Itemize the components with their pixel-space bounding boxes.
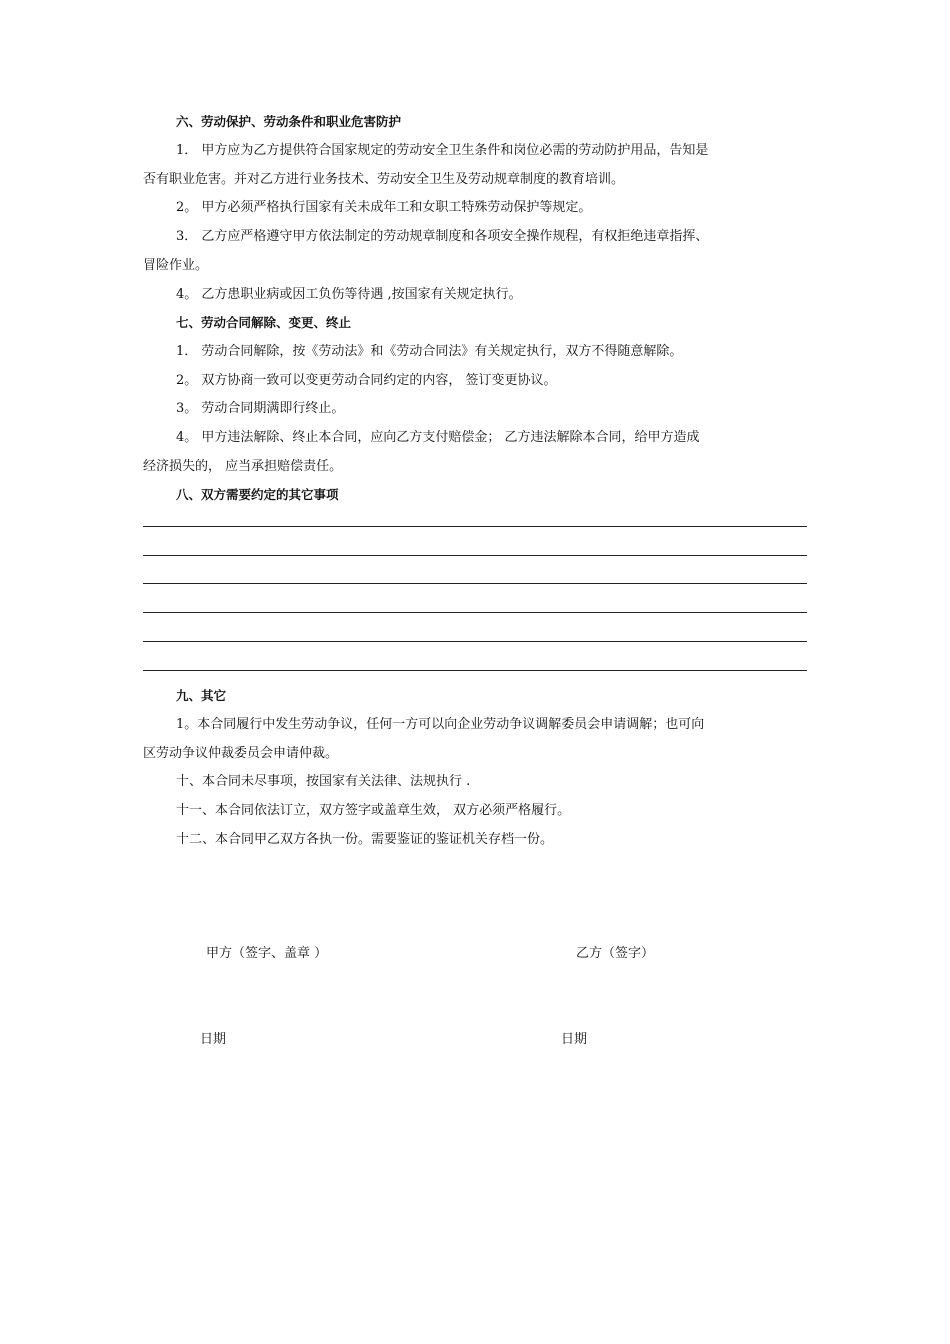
section-8-heading: 八、双方需要约定的其它事项 — [176, 487, 339, 502]
section-9-heading: 九、其它 — [176, 688, 227, 703]
section-7-clause-4-line-1: 4。 甲方违法解除、终止本合同，应向乙方支付赔偿金； 乙方违法解除本合同，给甲方造成 — [176, 430, 700, 445]
blank-line-6 — [143, 670, 807, 671]
section-7-clause-4-line-2: 经济损失的， 应当承担赔偿责任。 — [143, 459, 343, 474]
blank-line-5 — [143, 641, 807, 642]
section-6-clause-1-line-2: 否有职业危害。并对乙方进行业务技术、劳动安全卫生及劳动规章制度的教育培训。 — [143, 172, 625, 187]
blank-line-3 — [143, 583, 807, 584]
section-10: 十、本合同未尽事项，按国家有关法律、法规执行 . — [176, 774, 471, 789]
blank-line-4 — [143, 612, 807, 613]
blank-line-1 — [143, 526, 807, 527]
section-6-clause-3-line-2: 冒险作业。 — [143, 258, 209, 273]
party-a-date-label: 日期 — [200, 1032, 227, 1047]
section-7-clause-1: 1． 劳动合同解除，按《劳动法》和《劳动合同法》有关规定执行，双方不得随意解除。 — [176, 344, 683, 359]
section-7-heading: 七、劳动合同解除、变更、终止 — [176, 315, 352, 330]
section-6-clause-3-line-1: 3． 乙方应严格遵守甲方依法制定的劳动规章制度和各项安全操作规程，有权拒绝违章指挥、 — [176, 229, 709, 244]
section-6-clause-2: 2。 甲方必须严格执行国家有关未成年工和女职工特殊劳动保护等规定。 — [176, 200, 592, 215]
section-7-clause-3: 3。 劳动合同期满即行终止。 — [176, 401, 345, 416]
party-b-signature-label: 乙方（签字） — [576, 946, 655, 961]
section-11: 十一、本合同依法订立，双方签字或盖章生效， 双方必须严格履行。 — [176, 803, 571, 818]
blank-line-2 — [143, 555, 807, 556]
section-6-clause-1-line-1: 1． 甲方应为乙方提供符合国家规定的劳动安全卫生条件和岗位必需的劳动防护用品，告知是 — [176, 143, 709, 158]
section-6-clause-4: 4。 乙方患职业病或因工负伤等待遇 ,按国家有关规定执行。 — [176, 287, 522, 302]
party-a-signature-label: 甲方（签字、盖章 ） — [206, 946, 328, 961]
section-12: 十二、本合同甲乙双方各执一份。需要鉴证的鉴证机关存档一份。 — [176, 832, 554, 847]
section-6-heading: 六、劳动保护、劳动条件和职业危害防护 — [176, 114, 402, 129]
section-7-clause-2: 2。 双方协商一致可以变更劳动合同约定的内容， 签订变更协议。 — [176, 373, 557, 388]
section-9-clause-1-line-2: 区劳动争议仲裁委员会申请仲裁。 — [143, 746, 339, 761]
section-9-clause-1-line-1: 1。本合同履行中发生劳动争议，任何一方可以向企业劳动争议调解委员会申请调解；也可向 — [176, 717, 705, 732]
party-b-date-label: 日期 — [561, 1032, 588, 1047]
